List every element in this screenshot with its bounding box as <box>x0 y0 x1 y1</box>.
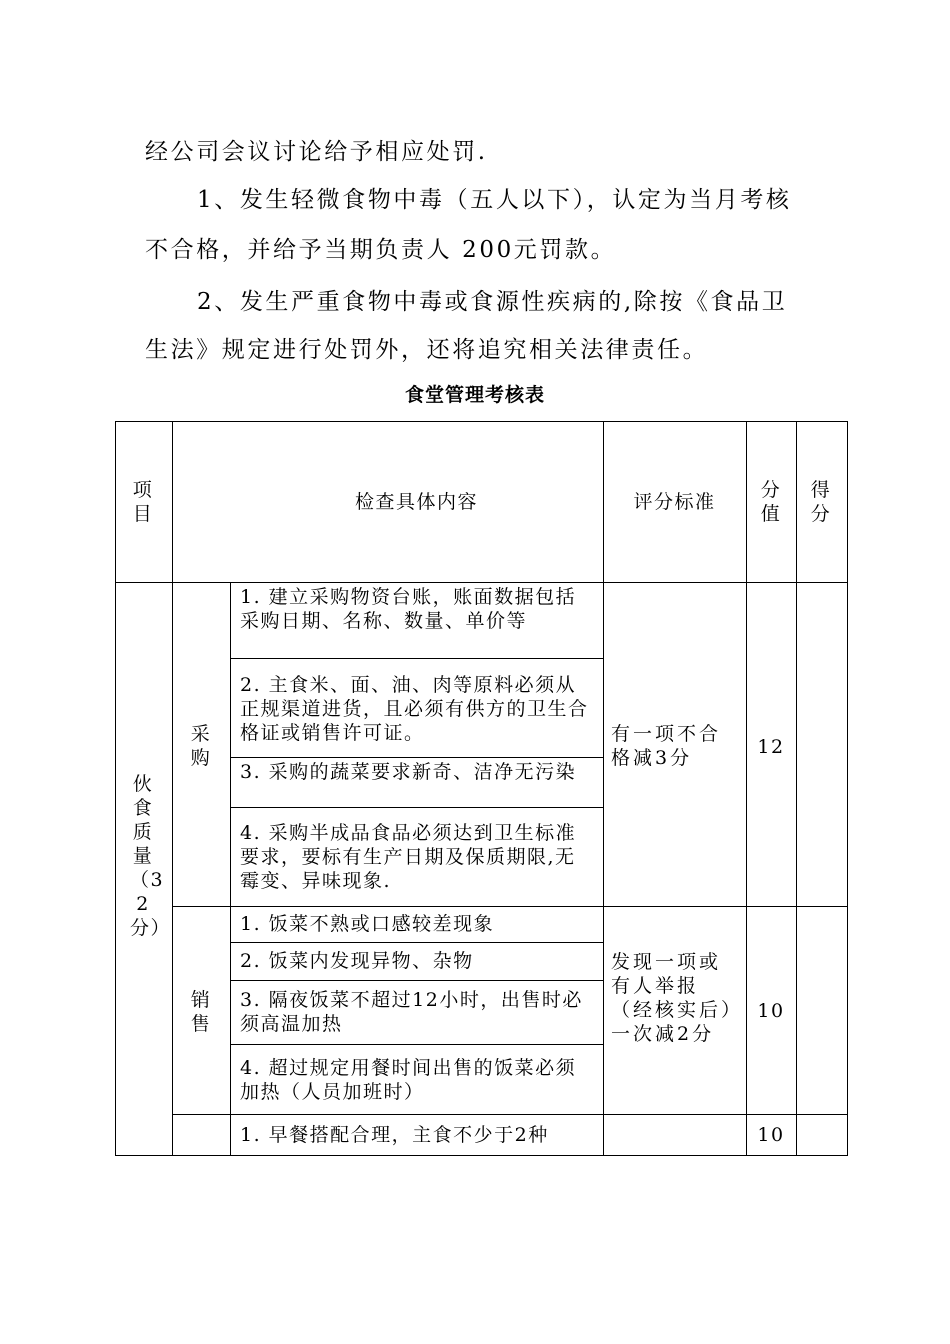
paragraph-line: 不合格，并给予当期负责人 200元罚款。 <box>145 237 617 263</box>
header-standard: 评分标准 <box>633 491 716 513</box>
paragraph-line: 生法》规定进行处罚外，还将追究相关法律责任。 <box>145 337 709 363</box>
paragraph-line: 1、发生轻微食物中毒（五人以下），认定为当月考核 <box>197 187 792 213</box>
points-value: 10 <box>757 1124 785 1146</box>
table-row: 4. 超过规定用餐时间出售的饭菜必须加热（人员加班时） <box>240 1057 577 1103</box>
group-name-sales: 销售 <box>190 989 212 1035</box>
table-row: 3. 隔夜饭菜不超过12小时，出售时必须高温加热 <box>240 989 583 1035</box>
header-content: 检查具体内容 <box>354 491 478 513</box>
header-points: 分值 <box>760 479 782 525</box>
scoring-standard: 发现一项或有人举报（经核实后）一次减2分 <box>611 951 734 1045</box>
paragraph-line: 经公司会议讨论给予相应处罚. <box>145 139 488 165</box>
category-label: 伙食质量（32分） <box>130 773 172 939</box>
group-name-purchase: 采购 <box>190 723 212 769</box>
table-row: 1. 早餐搭配合理，主食不少于2种 <box>240 1124 549 1146</box>
table-row: 3. 采购的蔬菜要求新奇、洁净无污染 <box>240 761 577 783</box>
table-row: 4. 采购半成品食品必须达到卫生标准要求，要标有生产日期及保质期限,无霉变、异味现象. <box>240 822 577 892</box>
header-score: 得分 <box>810 479 832 525</box>
points-value: 12 <box>757 736 785 758</box>
table-title: 食堂管理考核表 <box>404 384 545 406</box>
table-row: 2. 饭菜内发现异物、杂物 <box>240 950 474 972</box>
points-value: 10 <box>757 1000 785 1022</box>
table-row: 2. 主食米、面、油、肉等原料必须从正规渠道进货，且必须有供方的卫生合格证或销售许可证。 <box>240 674 589 744</box>
header-item: 项目 <box>132 479 154 525</box>
table-row: 1. 饭菜不熟或口感较差现象 <box>240 913 495 935</box>
paragraph-line: 2、发生严重食物中毒或食源性疾病的,除按《食品卫 <box>197 289 788 315</box>
table-row: 1. 建立采购物资台账，账面数据包括采购日期、名称、数量、单价等 <box>240 586 577 632</box>
scoring-standard: 有一项不合格减3分 <box>611 723 722 769</box>
